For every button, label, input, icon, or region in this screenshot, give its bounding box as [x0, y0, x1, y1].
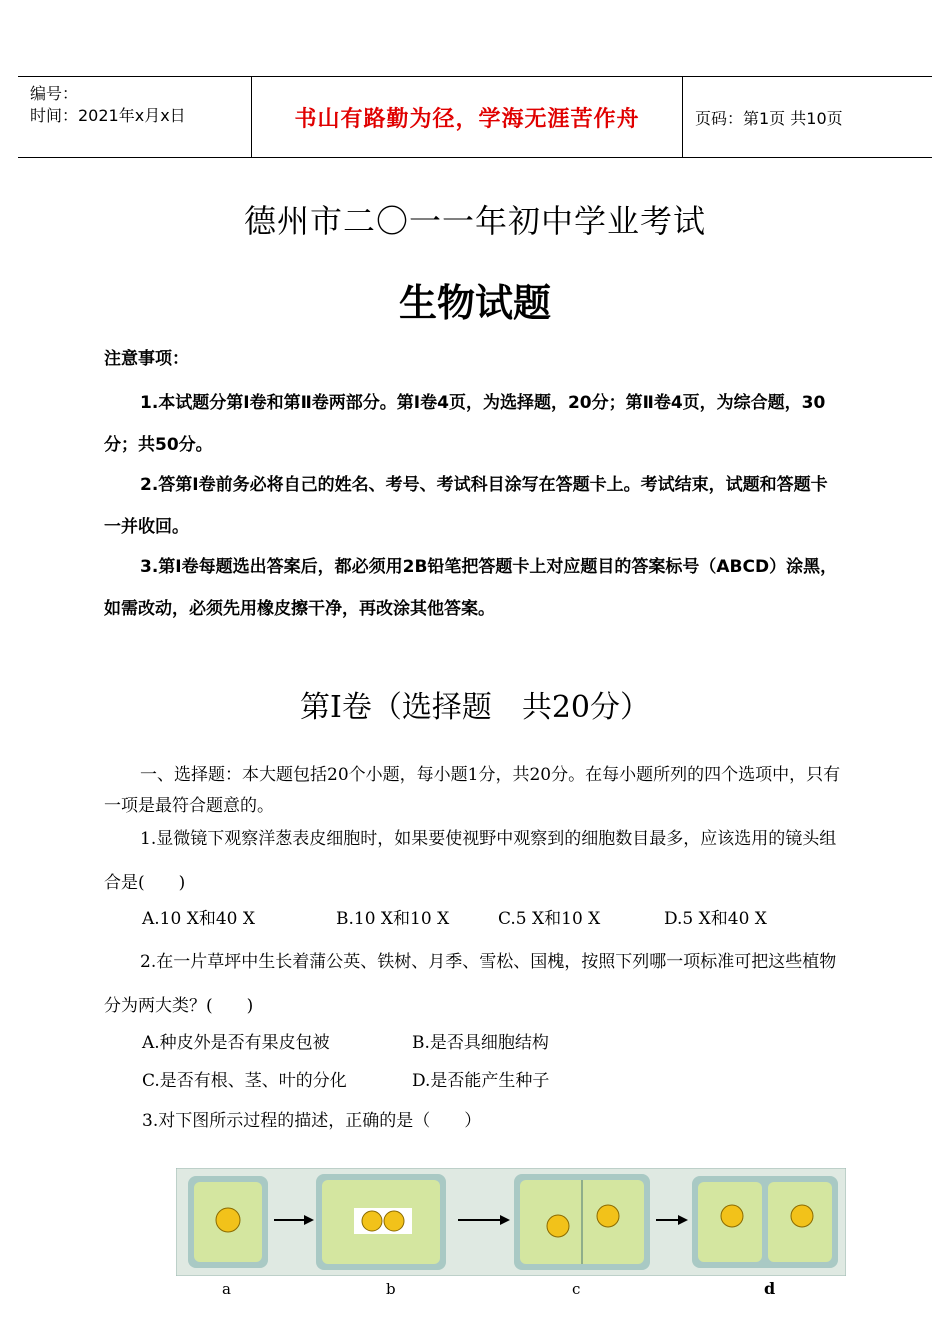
header-motto: 书山有路勤为径，学海无涯苦作舟 [252, 77, 683, 157]
cell-a-nucleus [216, 1208, 240, 1232]
q2-option-d: D.是否能产生种子 [412, 1071, 550, 1091]
figure-label-strip [176, 1276, 846, 1298]
question-1-stem: 1.显微镜下观察洋葱表皮细胞时，如果要使视野中观察到的细胞数目最多，应该选用的镜头组合是( ) [104, 829, 837, 893]
notice-item-1: 1.本试题分第Ⅰ卷和第Ⅱ卷两部分。第Ⅰ卷4页，为选择题，20分；第Ⅱ卷4页，为综合题，30分；共50分。 [104, 393, 826, 455]
cell-b-nucleus-2 [384, 1211, 404, 1231]
q2-option-c: C.是否有根、茎、叶的分化 [142, 1071, 347, 1091]
cell-b [316, 1174, 446, 1270]
cell-a [188, 1176, 268, 1268]
cell-b-nucleus-1 [362, 1211, 382, 1231]
cell-c [514, 1174, 650, 1270]
section-title: 第Ⅰ卷（选择题 共20分） [299, 690, 651, 725]
notice-item-3: 3.第Ⅰ卷每题选出答案后，都必须用2B铅笔把答题卡上对应题目的答案标号（ABCD）涂黑，如需改动，必须先用橡皮擦干净，再改涂其他答案。 [104, 557, 838, 619]
q1-option-a: A.10 X和40 X [142, 909, 255, 929]
figure-label-a: a [222, 1280, 231, 1298]
q2-option-a: A.种皮外是否有果皮包被 [142, 1033, 330, 1053]
notice-item-2: 2.答第Ⅰ卷前务必将自己的姓名、考号、考试科目涂写在答题卡上。考试结束，试题和答题卡一并收回。 [104, 475, 828, 537]
exam-title: 德州市二〇一一年初中学业考试 [243, 202, 706, 240]
time-label: 时间：2021年x月x日 [30, 106, 186, 125]
cell-c-nucleus-1 [547, 1215, 569, 1237]
q2-option-b: B.是否具细胞结构 [412, 1033, 549, 1053]
notice-heading: 注意事项： [104, 349, 189, 369]
question-2-stem: 2.在一片草坪中生长着蒲公英、铁树、月季、雪松、国槐，按照下列哪一项标准可把这些植物分为两大类？( ) [104, 952, 837, 1016]
figure-label-c: c [572, 1280, 581, 1298]
subject-title: 生物试题 [398, 281, 551, 325]
page-header [18, 76, 932, 158]
cell-division-figure [176, 1168, 846, 1298]
figure-label-b: b [386, 1280, 396, 1298]
cell-c-nucleus-2 [597, 1205, 619, 1227]
page-info: 页码：第1页 共10页 [695, 108, 843, 128]
figure-label-d: d [764, 1279, 776, 1298]
q1-option-c: C.5 X和10 X [498, 909, 601, 929]
number-label: 编号： [30, 84, 79, 103]
q1-option-b: B.10 X和10 X [336, 909, 450, 929]
question-3-stem: 3.对下图所示过程的描述，正确的是（ ） [142, 1111, 482, 1131]
cell-d [692, 1176, 838, 1268]
cell-d-nucleus-1 [721, 1205, 743, 1227]
section-intro: 一、选择题：本大题包括20个小题，每小题1分，共20分。在每小题所列的四个选项中，只有一项是最符合题意的。 [104, 765, 841, 816]
header-meta [18, 77, 252, 157]
cell-d-nucleus-2 [791, 1205, 813, 1227]
q1-option-d: D.5 X和40 X [664, 909, 767, 929]
